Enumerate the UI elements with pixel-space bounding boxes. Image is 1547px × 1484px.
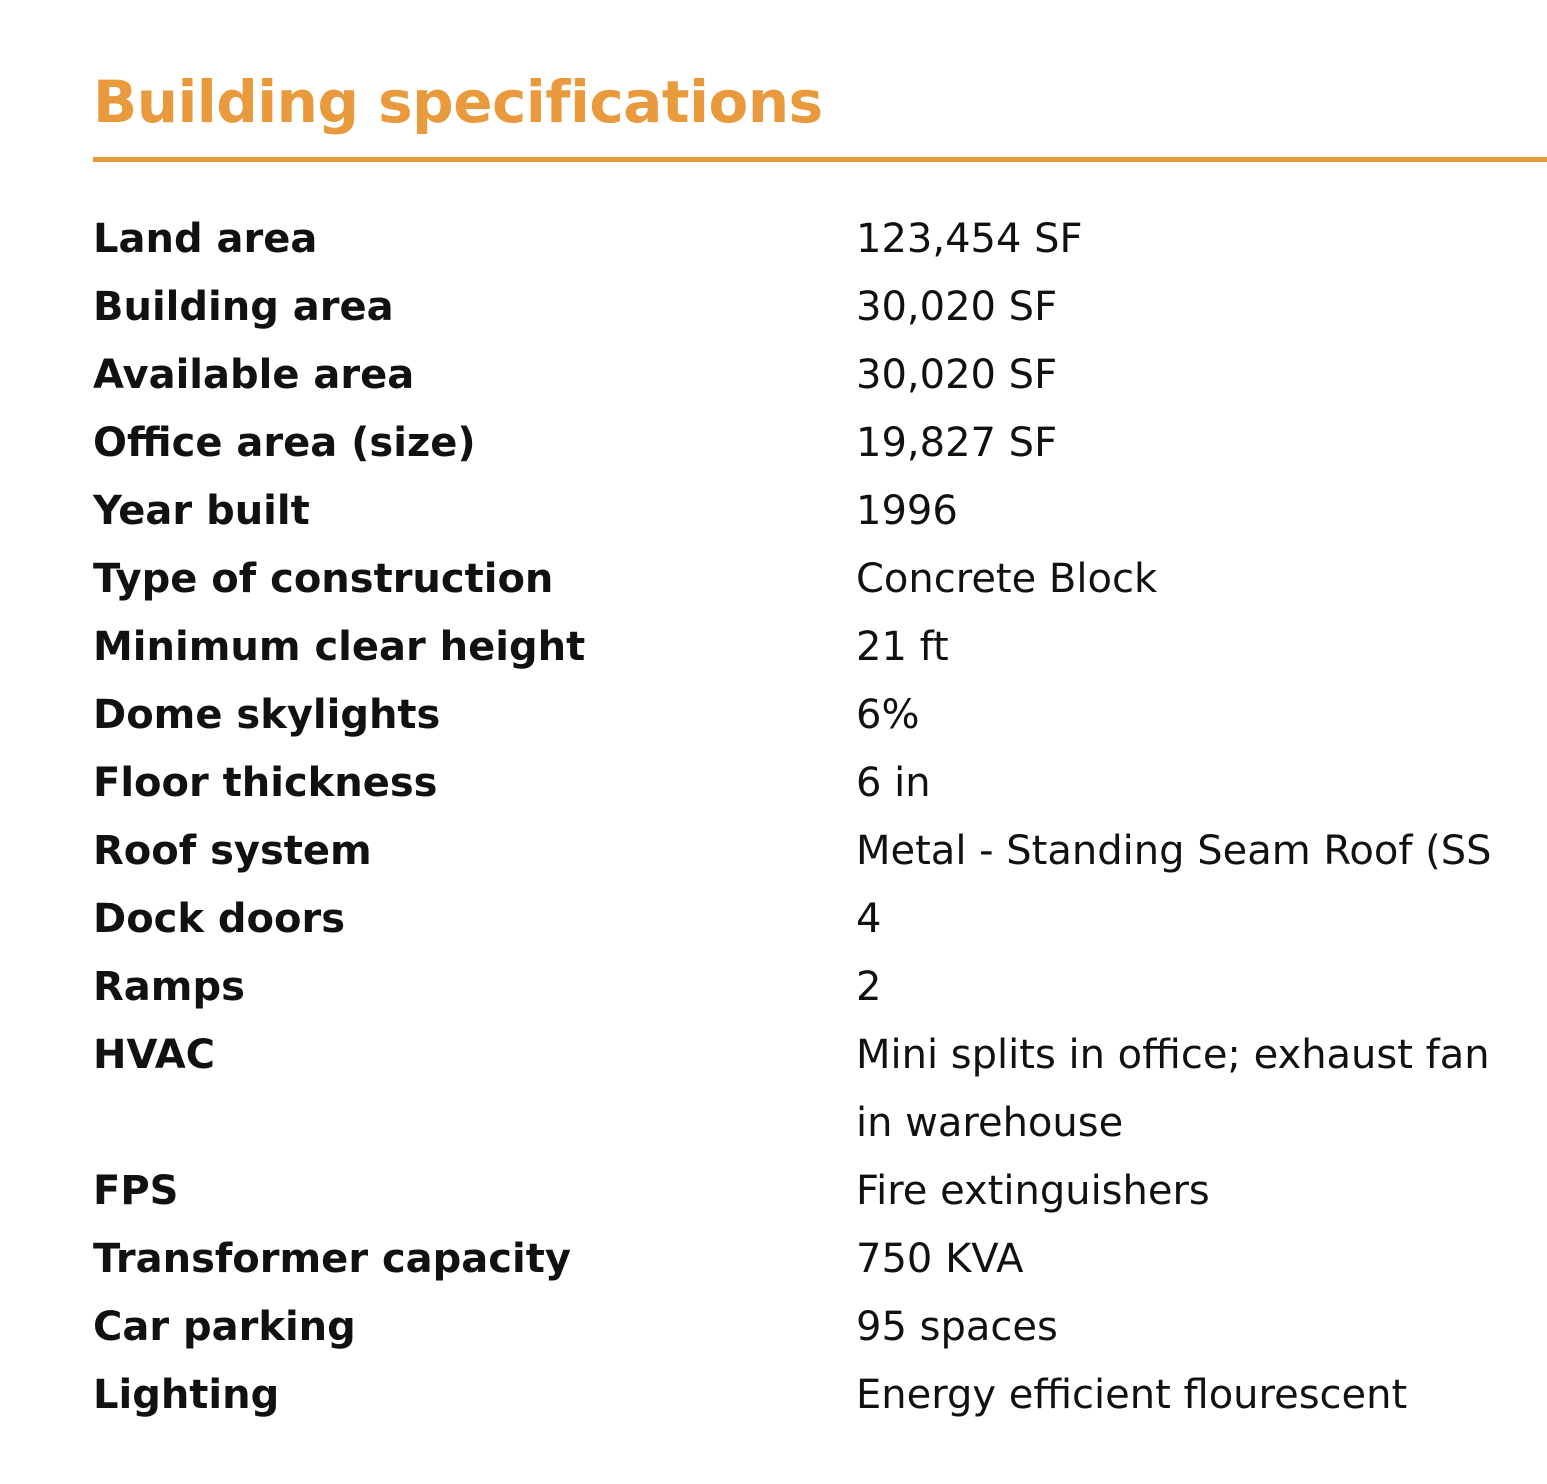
- building-specifications-section: [93, 0, 1547, 1484]
- spec-value-line: in warehouse: [856, 1100, 1124, 1146]
- spec-row-minimum-clear-height: [93, 613, 1547, 681]
- spec-value: 4: [856, 896, 882, 942]
- spec-value: 19,827 SF: [856, 420, 1058, 466]
- spec-value: 6%: [856, 692, 920, 738]
- spec-value: [856, 1021, 1547, 1157]
- spec-label: Ramps: [93, 964, 245, 1010]
- spec-label: HVAC: [93, 1032, 216, 1078]
- spec-label: Building area: [93, 284, 394, 330]
- spec-row-land-area: [93, 205, 1547, 273]
- spec-value: 30,020 SF: [856, 284, 1058, 330]
- spec-label: Available area: [93, 352, 415, 398]
- spec-row-roof-system: [93, 817, 1547, 885]
- spec-row-ramps: [93, 953, 1547, 1021]
- spec-label: Land area: [93, 216, 318, 262]
- spec-row-type-of-construction: [93, 545, 1547, 613]
- spec-value: 6 in: [856, 760, 931, 806]
- spec-label: Car parking: [93, 1304, 356, 1350]
- spec-value: 21 ft: [856, 624, 949, 670]
- spec-row-fps: [93, 1157, 1547, 1225]
- spec-value-line: Mini splits in office; exhaust fan: [856, 1032, 1490, 1078]
- spec-value: Fire extinguishers: [856, 1168, 1210, 1214]
- spec-value: 1996: [856, 488, 958, 534]
- spec-label: Type of construction: [93, 556, 554, 602]
- spec-row-lighting: [93, 1361, 1547, 1429]
- spec-row-available-area: [93, 341, 1547, 409]
- spec-row-dome-skylights: [93, 681, 1547, 749]
- spec-value: Concrete Block: [856, 556, 1158, 602]
- spec-label: Office area (size): [93, 420, 476, 466]
- spec-value: 95 spaces: [856, 1304, 1058, 1350]
- spec-label: Transformer capacity: [93, 1236, 571, 1282]
- spec-value: 30,020 SF: [856, 352, 1058, 398]
- spec-value: 750 KVA: [856, 1236, 1024, 1282]
- spec-row-office-area: [93, 409, 1547, 477]
- spec-row-hvac: [93, 1021, 1547, 1157]
- spec-value: 123,454 SF: [856, 216, 1083, 262]
- spec-label: Roof system: [93, 828, 372, 874]
- section-title: Building specifications: [93, 68, 823, 136]
- spec-value: Metal - Standing Seam Roof (SS: [856, 828, 1492, 874]
- spec-label: Dock doors: [93, 896, 346, 942]
- spec-label: Year built: [93, 488, 310, 534]
- spec-value: Energy efficient flourescent: [856, 1372, 1408, 1418]
- spec-label: Dome skylights: [93, 692, 441, 738]
- spec-row-transformer-capacity: [93, 1225, 1547, 1293]
- spec-label: Lighting: [93, 1372, 280, 1418]
- spec-row-floor-thickness: [93, 749, 1547, 817]
- spec-value: 2: [856, 964, 882, 1010]
- title-divider: [93, 157, 1547, 162]
- specs-list: [93, 205, 1547, 1429]
- spec-row-building-area: [93, 273, 1547, 341]
- spec-row-dock-doors: [93, 885, 1547, 953]
- spec-row-car-parking: [93, 1293, 1547, 1361]
- spec-label: Floor thickness: [93, 760, 438, 806]
- spec-label: Minimum clear height: [93, 624, 586, 670]
- spec-row-year-built: [93, 477, 1547, 545]
- spec-label: FPS: [93, 1168, 179, 1214]
